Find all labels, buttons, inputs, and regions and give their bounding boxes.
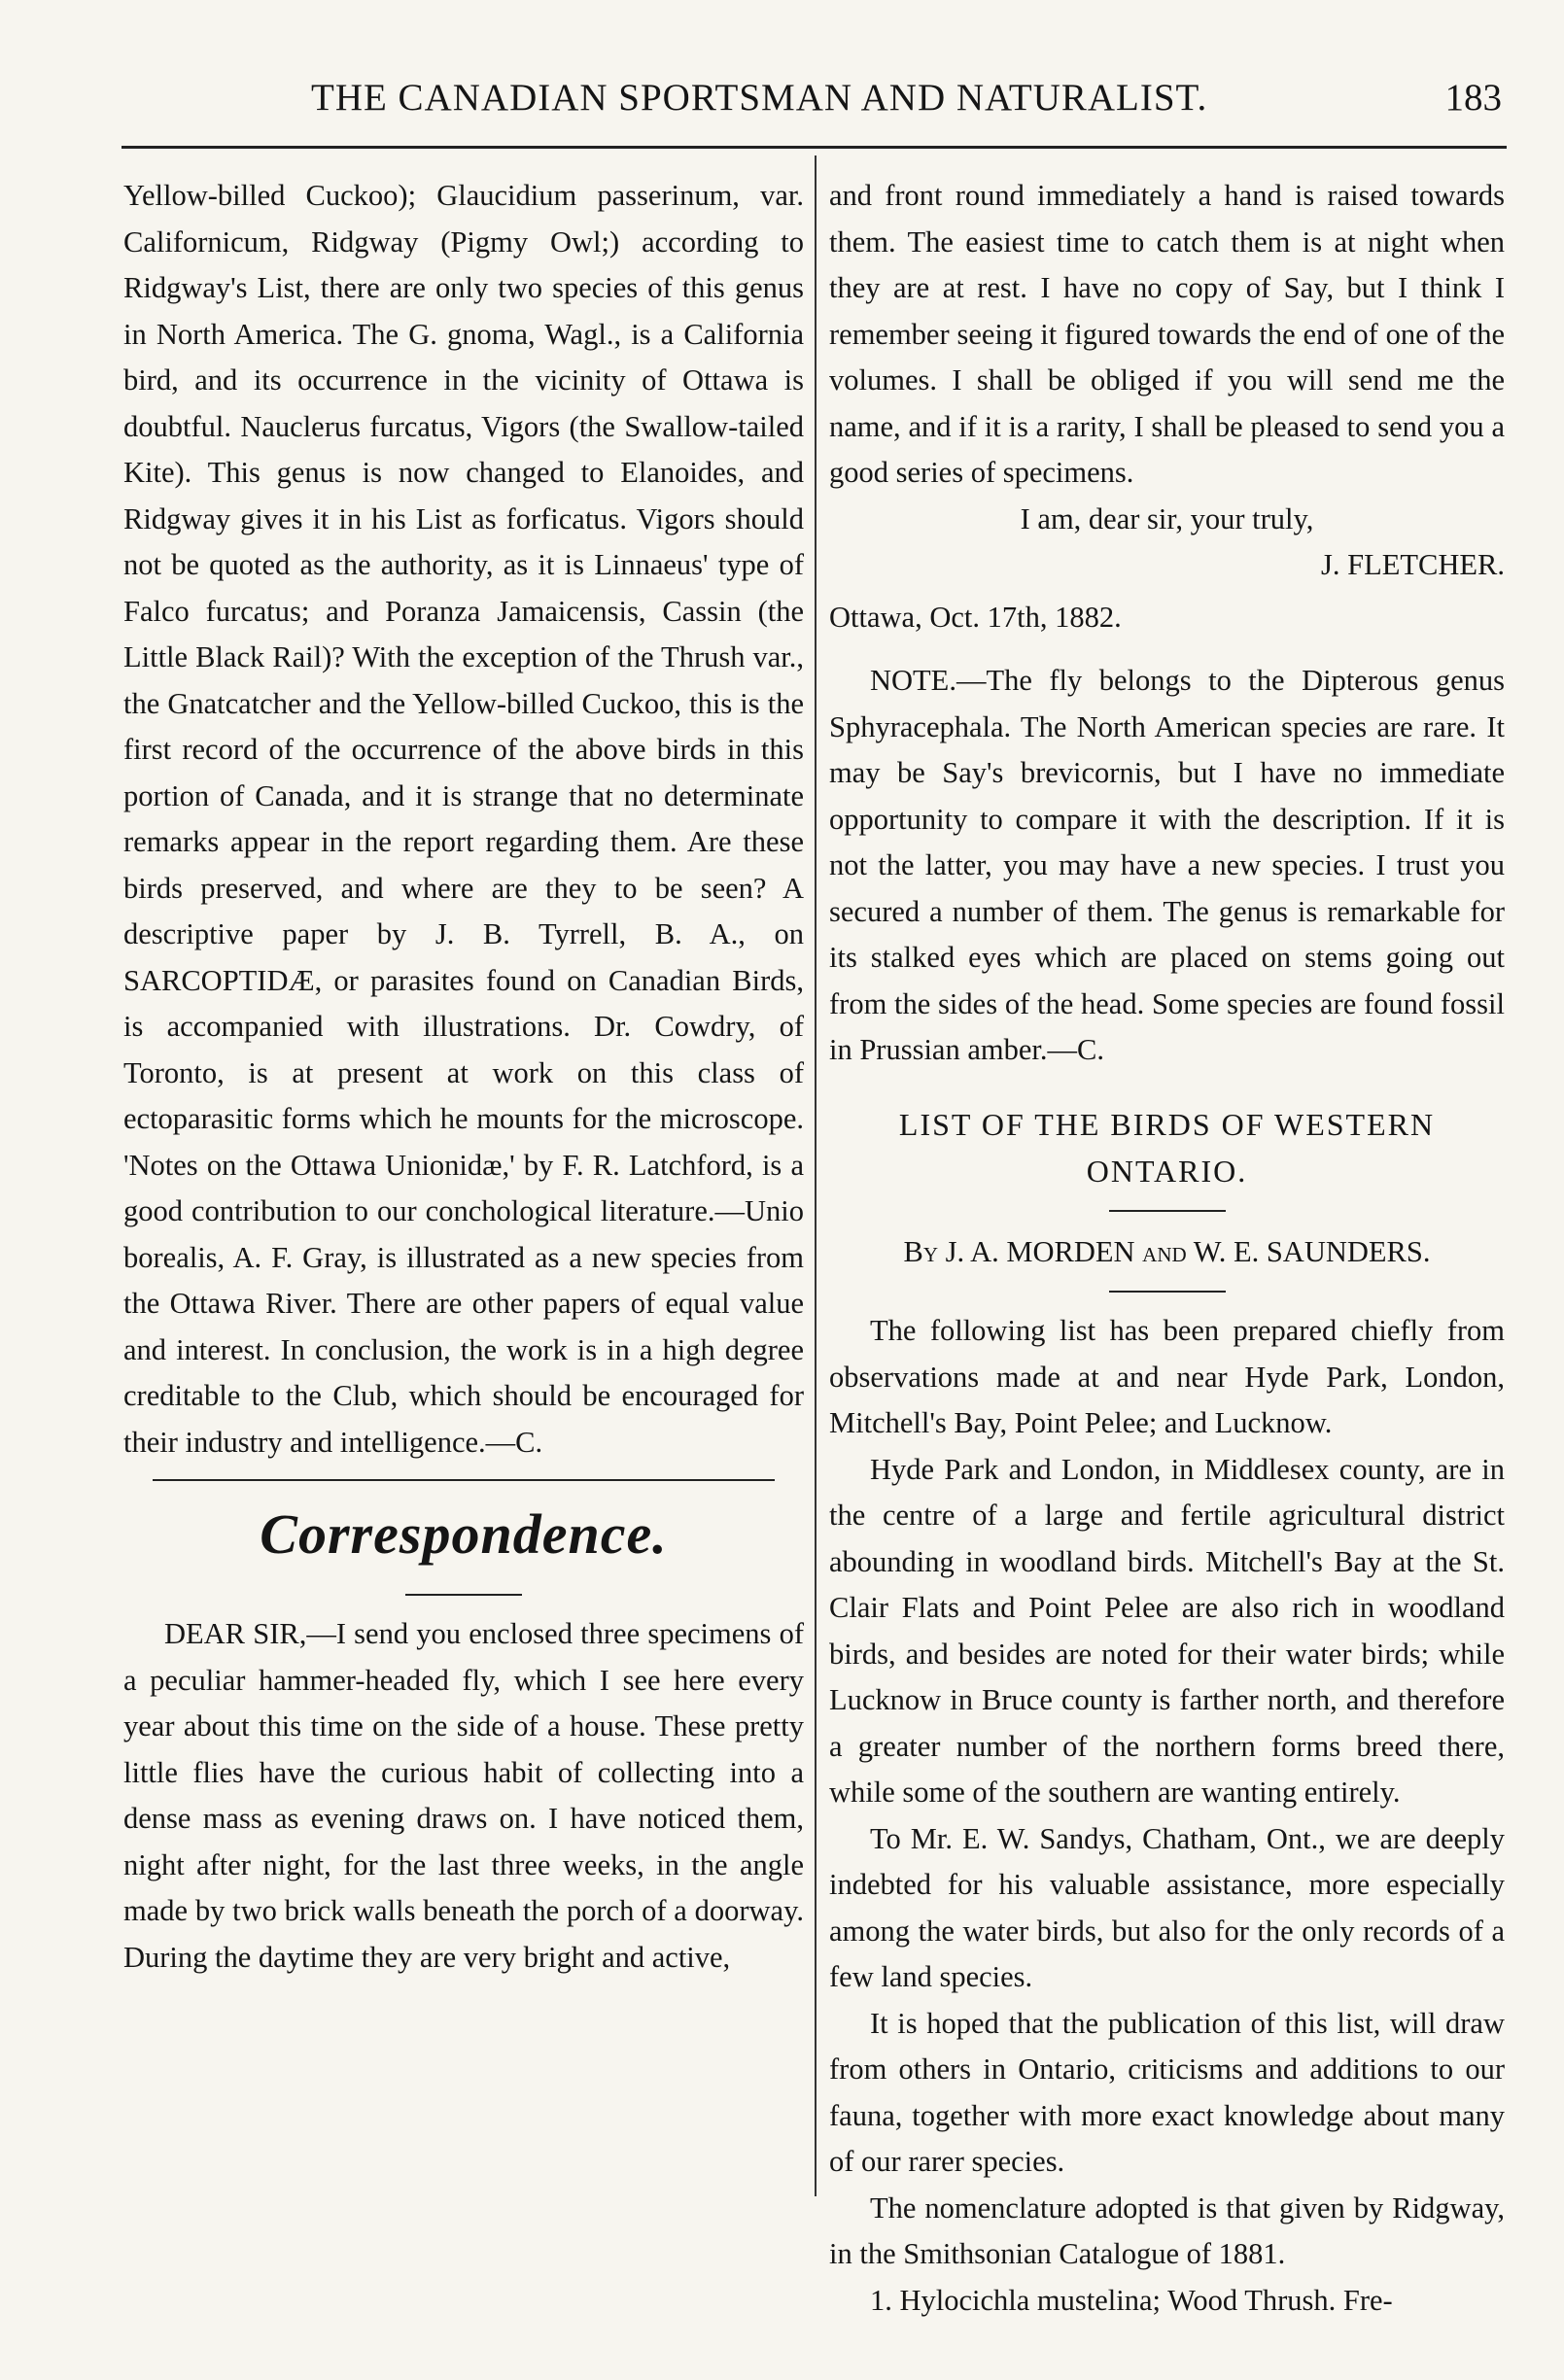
article-paragraph: The nomenclature adopted is that given by Ridgway, in the Smithsonian Catalogue of 1881. [829, 2190, 1505, 2270]
page-number: 183 [1444, 77, 1502, 119]
running-title: THE CANADIAN SPORTSMAN AND NATURALIST. [311, 77, 1208, 119]
letter-dateline: Ottawa, Oct. 17th, 1882. [829, 600, 1122, 634]
left-column [123, 173, 804, 1981]
article-paragraph: It is hoped that the publication of this list, will draw from others in Ontario, criticisms and additions to our fauna, together with more exact knowledge about many of our rarer species. [829, 2006, 1505, 2178]
page-header [122, 76, 1502, 134]
title-rule [1109, 1210, 1226, 1212]
article-paragraph: Hyde Park and London, in Middlesex county, are in the centre of a large and fertile agricultural district abounding in woodland birds. Mitchell's Bay at the St. Clair Flats and Point Pelee are also rich in woodland birds, and besides are noted for their water birds; while Lucknow in Bruce county is farther north, and therefore a greater number of the northern forms breed there, while some of the southern are wanting entirely. [829, 1452, 1505, 1809]
article-byline: By J. A. MORDEN and W. E. SAUNDERS. [903, 1234, 1431, 1268]
letter-closing: I am, dear sir, your truly, [1020, 501, 1314, 535]
header-rule [122, 146, 1507, 149]
column-divider [815, 155, 817, 2196]
species-entry: 1. Hylocichla mustelina; Wood Thrush. Fre- [870, 2283, 1393, 2317]
article-title: LIST OF THE BIRDS OF WESTERN ONTARIO. [898, 1106, 1436, 1189]
letter-continuation: and front round immediately a hand is raised towards them. The easiest time to catch them is at night when they are at rest. I have no copy of Say, but I think I remember seeing it figured towards the end of one of the volumes. I shall be obliged if you will send me the name, and if it is a rarity, I shall be pleased to send you a good series of specimens. [829, 179, 1505, 489]
letter-paragraph: DEAR SIR,—I send you enclosed three specimens of a peculiar hammer-headed fly, which I see here every year about this time on the side of a house. These pretty little flies have the curious habit of collecting into a dense mass as evening draws on. I have noticed them, night after night, for the last three weeks, in the angle made by two brick walls beneath the porch of a doorway. During the daytime they are very bright and active, [123, 1617, 804, 1974]
article-paragraph: The following list has been prepared chiefly from observations made at and near Hyde Park, London, Mitchell's Bay, Point Pelee; and Lucknow. [829, 1314, 1505, 1439]
article-paragraph: To Mr. E. W. Sandys, Chatham, Ont., we are deeply indebted for his valuable assistance, more especially among the water birds, but also for the only records of a few land species. [829, 1821, 1505, 1993]
editor-note: NOTE.—The fly belongs to the Dipterous genus Sphyracephala. The North American species are rare. It may be Say's brevicornis, but I have no immediate opportunity to compare it with the description. If it is not the latter, you may have a new species. I trust you secured a number of them. The genus is remarkable for its stalked eyes which are placed on stems going out from the sides of the head. Some species are found fossil in Prussian amber.—C. [829, 664, 1505, 1066]
byline-rule [1109, 1291, 1226, 1293]
heading-rule [405, 1594, 522, 1596]
correspondence-heading: Correspondence. [260, 1502, 668, 1566]
letter-signature: J. FLETCHER. [1321, 548, 1505, 581]
right-column [829, 173, 1505, 2324]
review-paragraph: Yellow-billed Cuckoo); Glaucidium passerinum, var. Californicum, Ridgway (Pigmy Owl;) according to Ridgway's List, there are only two species of this genus in North America. The G. gnoma, Wagl., is a California bird, and its occurrence in the vicinity of Ottawa is doubtful. Nauclerus furcatus, Vigors (the Swallow-tailed Kite). This genus is now changed to Elanoides, and Ridgway gives it in his List as forficatus. Vigors should not be quoted as the authority, as it is Linnaeus' type of Falco furcatus; and Poranza Jamaicensis, Cassin (the Little Black Rail)? With the exception of the Thrush var., the Gnatcatcher and the Yellow-billed Cuckoo, this is the first record of the occurrence of the above birds in this portion of Canada, and it is strange that no determinate remarks appear in the report regarding them. Are these birds preserved, and where are they to be seen? A descriptive paper by J. B. Tyrrell, B. A., on SARCOPTIDÆ, or parasites found on Canadian Birds, is accompanied with illustrations. Dr. Cowdry, of Toronto, is at present at work on this class of ectoparasitic forms which he mounts for the microscope. 'Notes on the Ottawa Unionidæ,' by F. R. Latchford, is a good contribution to our conchological literature.—Unio borealis, A. F. Gray, is illustrated as a new species from the Ottawa River. There are other papers of equal value and interest. In conclusion, the work is in a high degree creditable to the Club, which should be encouraged for their industry and intelligence.—C. [123, 179, 804, 1459]
section-rule [153, 1479, 775, 1481]
